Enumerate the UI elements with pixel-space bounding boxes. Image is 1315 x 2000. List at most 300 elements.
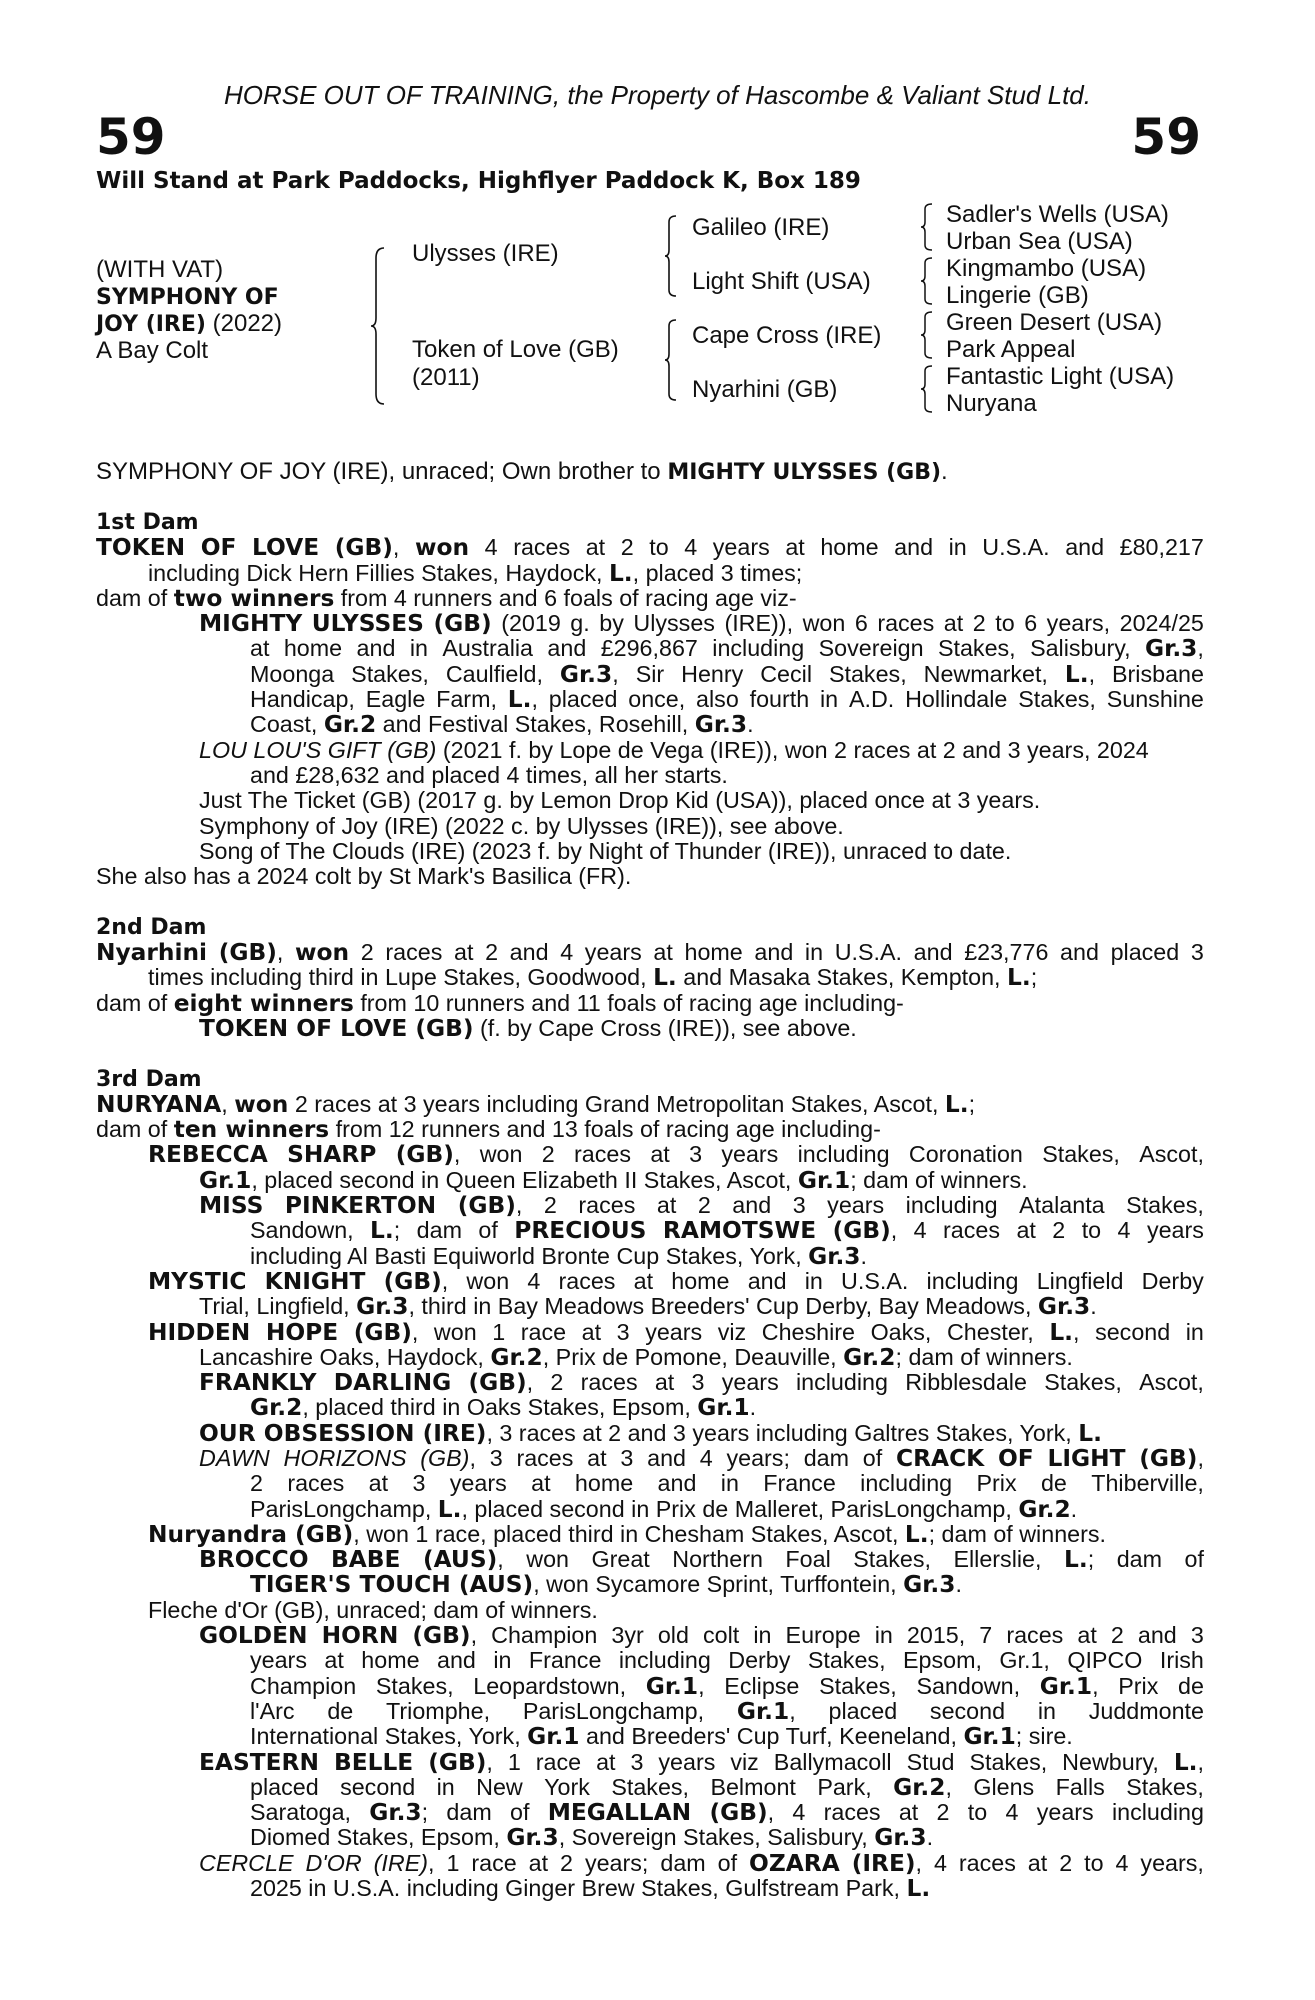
- horse-name-line2-wrap: [96, 310, 282, 339]
- word: 4: [1117, 1217, 1131, 1244]
- word: Ballymacoll: [773, 1748, 892, 1775]
- word: L.,: [1173, 1748, 1204, 1776]
- word: won: [479, 1141, 523, 1168]
- word: Ulysses: [633, 610, 715, 637]
- d3-line-24: [96, 1674, 1204, 1699]
- word: dam: [1116, 1546, 1163, 1573]
- pedigree-brace-main: [370, 246, 384, 406]
- word: races: [558, 1267, 616, 1294]
- word: Caulfield,: [445, 660, 543, 687]
- word: (GB),: [832, 1217, 898, 1245]
- word: 4: [560, 939, 574, 966]
- d1-line-1: [96, 535, 1204, 560]
- word: Derby: [1141, 1267, 1204, 1294]
- word: years: [1036, 1799, 1094, 1826]
- word: Foal: [785, 1546, 831, 1573]
- d3-line-8: [96, 1269, 1204, 1294]
- word: won: [414, 534, 470, 562]
- word: 2: [543, 1192, 557, 1219]
- word: Gr.2,: [893, 1773, 952, 1801]
- word: Stakes,: [1126, 1773, 1204, 1800]
- word: Leopardstown,: [473, 1672, 627, 1699]
- first-dam-heading: 1st Dam: [96, 510, 199, 535]
- third-dam-heading: 3rd Dam: [96, 1066, 202, 1092]
- word: Stakes,: [375, 1672, 454, 1699]
- word: 2: [560, 1849, 573, 1876]
- word: in: [409, 635, 428, 662]
- word: 4: [484, 534, 498, 561]
- word: York: [544, 1773, 590, 1800]
- pedigree-sire-dam: Light Shift (USA): [692, 268, 871, 295]
- pedigree-g3-5: Green Desert (USA): [946, 309, 1163, 336]
- word: including: [797, 1141, 890, 1168]
- word: Stakes,: [351, 660, 429, 687]
- word: BROCCO: [199, 1546, 309, 1574]
- word: and: [913, 939, 953, 966]
- d1-line-7: [96, 687, 1204, 712]
- word: placed: [250, 1773, 319, 1800]
- word: in: [493, 1647, 512, 1674]
- word: won: [295, 939, 350, 967]
- d3-line-27: [96, 1750, 1204, 1775]
- word: MYSTIC: [148, 1267, 247, 1295]
- word: in: [720, 1470, 739, 1497]
- word: races: [516, 1444, 574, 1471]
- word: home: [684, 939, 743, 966]
- d3-line-11: Lancashire Oaks, Haydock, Gr.2, Prix de Pomone, Deauville, Gr.2; dam of winners.: [199, 1343, 1073, 1371]
- word: including: [712, 635, 805, 662]
- word: L.,: [1049, 1318, 1080, 1346]
- word: and: [1060, 939, 1099, 966]
- word: to: [967, 1799, 988, 1826]
- pedigree-brace-sire: [664, 214, 678, 298]
- word: g.: [570, 610, 590, 637]
- summary-own-brother: MIGHTY ULYSSES (GB): [667, 460, 942, 485]
- word: (GB),: [383, 1267, 449, 1295]
- pedigree-g3-3: Kingmambo (USA): [946, 255, 1147, 282]
- word: Stakes,: [1126, 1192, 1204, 1219]
- word: HIDDEN: [148, 1318, 251, 1346]
- word: 4: [1115, 1849, 1129, 1876]
- word: Australia: [442, 635, 533, 662]
- word: and: [1137, 1622, 1177, 1649]
- word: Chester,: [946, 1318, 1034, 1345]
- word: races: [1006, 1622, 1064, 1649]
- word: including: [905, 1192, 998, 1219]
- word: years;: [584, 1849, 649, 1876]
- word: £296,867: [600, 635, 698, 662]
- d3-line-6: [96, 1218, 1204, 1243]
- d3-line-22: [96, 1623, 1204, 1648]
- d3-line-19: [96, 1547, 1204, 1572]
- word: Atalanta: [1019, 1192, 1105, 1219]
- d1-line-12: Symphony of Joy (IRE) (2022 c. by Ulysses (IRE)), see above.: [199, 812, 844, 839]
- word: colt: [703, 1622, 740, 1649]
- word: in: [874, 1622, 893, 1649]
- word: Glens: [973, 1773, 1035, 1800]
- word: Thiberville,: [1091, 1470, 1204, 1497]
- word: 6: [1024, 610, 1038, 637]
- d3-line-4: Gr.1, placed second in Queen Elizabeth II Stakes, Ascot, Gr.1; dam of winners.: [199, 1166, 1028, 1194]
- word: 2: [620, 534, 634, 561]
- word: at: [368, 1470, 389, 1497]
- word: to: [1084, 1849, 1104, 1876]
- horse-year: (2022): [212, 310, 283, 337]
- word: races: [574, 1141, 631, 1168]
- word: TOKEN: [96, 534, 186, 562]
- d2-line-3: dam of eight winners from 10 runners and 11 foals of racing age including-: [96, 989, 904, 1017]
- second-dam-heading: 2nd Dam: [96, 914, 207, 940]
- word: in: [1037, 1697, 1056, 1724]
- word: to: [649, 534, 669, 561]
- word: HORN: [321, 1622, 399, 1650]
- word: (GB),: [218, 939, 284, 967]
- word: L.,: [507, 686, 538, 714]
- word: Northern: [672, 1546, 763, 1573]
- word: at: [596, 1748, 616, 1775]
- word: Nyarhini: [96, 939, 208, 967]
- word: Salisbury,: [1030, 635, 1131, 662]
- word: 2: [1052, 1217, 1066, 1244]
- summary-end: .: [941, 458, 948, 485]
- d2-line-4: TOKEN OF LOVE (GB) (f. by Cape Cross (IRE)), see above.: [199, 1014, 857, 1042]
- d3-line-5: [96, 1193, 1204, 1218]
- d3-line-14: OUR OBSESSION (IRE), 3 races at 2 and 3 years including Galtres Stakes, York, L.: [199, 1419, 1102, 1447]
- d3-line-15: [96, 1446, 1204, 1471]
- horse-description: A Bay Colt: [96, 337, 209, 364]
- spacer: [96, 889, 1204, 914]
- word: Coronation: [908, 1141, 1023, 1168]
- word: 3: [792, 1192, 806, 1219]
- lot-number-left: 59: [96, 108, 166, 166]
- word: Gr.3;: [369, 1799, 429, 1827]
- word: Park,: [817, 1773, 872, 1800]
- word: (GB): [433, 610, 492, 638]
- word: home: [574, 1470, 634, 1497]
- word: 3: [1190, 939, 1204, 966]
- d1-line-14: She also has a 2024 colt by St Mark's Basilica (FR).: [96, 863, 632, 890]
- word: Gr.1,: [1039, 1672, 1099, 1700]
- word: 2: [541, 1141, 555, 1168]
- word: 1: [446, 1849, 460, 1876]
- d3-line-17: ParisLongchamp, L., placed second in Prix de Malleret, ParisLongchamp, Gr.2.: [250, 1495, 1078, 1523]
- word: in: [1185, 1318, 1204, 1345]
- lot-number-right: 59: [1131, 108, 1201, 166]
- d3-line-29: [96, 1800, 1204, 1825]
- word: 3: [689, 1141, 703, 1168]
- page-header-title: HORSE OUT OF TRAINING, the Property of Hascombe & Valiant Stud Ltd.: [224, 80, 1091, 110]
- word: PINKERTON: [284, 1192, 437, 1220]
- word: MEGALLAN: [547, 1799, 692, 1827]
- word: HORIZONS: [283, 1444, 407, 1471]
- word: (2019: [501, 610, 561, 637]
- d3-line-10: [96, 1320, 1204, 1345]
- word: Cecil: [760, 660, 813, 687]
- catalogue-body: [96, 510, 1204, 1901]
- d3-line-16: [96, 1471, 1204, 1496]
- word: Sovereign: [818, 635, 924, 662]
- word: Saratoga,: [250, 1799, 352, 1826]
- pedigree-brace-g3-4: [920, 364, 934, 414]
- word: years,: [1140, 1849, 1204, 1876]
- word: 4: [527, 1267, 541, 1294]
- word: years: [584, 939, 642, 966]
- word: in: [436, 1773, 455, 1800]
- word: 3: [1190, 1622, 1204, 1649]
- word: 3: [412, 1470, 426, 1497]
- word: Europe: [785, 1622, 861, 1649]
- word: at: [1027, 1849, 1048, 1876]
- word: races: [958, 1849, 1016, 1876]
- word: viz: [730, 1748, 759, 1775]
- word: at: [653, 939, 673, 966]
- word: races: [385, 939, 443, 966]
- word: Irish: [1159, 1647, 1204, 1674]
- word: Sandown,: [250, 1217, 354, 1244]
- word: races: [287, 1470, 345, 1497]
- word: Juddmonte: [1088, 1697, 1204, 1724]
- d1-line-9: LOU LOU'S GIFT (GB) (2021 f. by Lope de Vega (IRE)), won 2 races at 2 and 3 years, 2024: [199, 736, 1149, 763]
- word: 2: [250, 1470, 263, 1497]
- word: Brisbane: [1112, 660, 1204, 687]
- word: home: [283, 635, 343, 662]
- word: 4: [699, 1444, 713, 1471]
- word: including: [795, 1369, 888, 1396]
- word: at: [785, 534, 805, 561]
- word: HOPE: [265, 1318, 339, 1346]
- word: races: [877, 610, 935, 637]
- word: dam: [446, 1799, 492, 1826]
- word: viz: [717, 1318, 747, 1345]
- word: (GB),: [1139, 1444, 1204, 1472]
- d3-line-28: [96, 1775, 1204, 1800]
- word: CRACK: [896, 1444, 985, 1472]
- word: at: [587, 1444, 607, 1471]
- d1-line-11: Just The Ticket (GB) (2017 g. by Lemon Drop Kid (USA)), placed once at 3 years.: [199, 787, 1041, 814]
- word: MIGHTY: [199, 610, 303, 638]
- d3-line-9: Trial, Lingfield, Gr.3, third in Bay Meadows Breeders' Cup Derby, Bay Meadows, Gr.3.: [199, 1293, 1097, 1321]
- pedigree-dam-sire: Cape Cross (IRE): [692, 322, 882, 349]
- word: REBECCA: [148, 1141, 268, 1169]
- word: 3: [630, 1748, 644, 1775]
- word: 2: [360, 939, 374, 966]
- word: L.;: [370, 1217, 401, 1245]
- d3-line-3: [96, 1142, 1204, 1167]
- word: (GB),: [353, 1318, 419, 1346]
- word: race: [535, 1748, 582, 1775]
- word: Stakes,: [611, 1773, 690, 1800]
- pedigree-g3-2: Urban Sea (USA): [946, 228, 1133, 255]
- word: including: [1111, 1799, 1204, 1826]
- d1-line-5: [96, 636, 1204, 661]
- word: at: [1016, 1217, 1036, 1244]
- d3-line-31: [96, 1851, 1204, 1876]
- d3-line-13: Gr.2, placed third in Oaks Stakes, Epsom, Gr.1.: [250, 1394, 757, 1422]
- d3-line-32: 2025 in U.S.A. including Ginger Brew Stakes, Gulfstream Park, L.: [250, 1875, 931, 1903]
- word: U.S.A.: [841, 1267, 909, 1294]
- word: Sir: [635, 660, 665, 687]
- word: years: [721, 1141, 779, 1168]
- word: 2: [485, 939, 499, 966]
- word: L.;: [1064, 1546, 1095, 1574]
- word: 2: [1110, 1622, 1124, 1649]
- word: Farm,: [436, 686, 497, 713]
- word: (IRE),: [851, 1849, 922, 1877]
- word: years,: [1046, 610, 1111, 637]
- word: 2: [936, 1799, 950, 1826]
- word: Eagle: [365, 686, 426, 713]
- word: QIPCO: [1067, 1647, 1143, 1674]
- d3-line-26: International Stakes, York, Gr.1 and Breeders' Cup Turf, Keeneland, Gr.1; sire.: [250, 1723, 1073, 1751]
- word: home: [820, 534, 879, 561]
- word: in: [804, 1267, 823, 1294]
- word: New: [476, 1773, 523, 1800]
- pedigree-dam-dam: Nyarhini (GB): [692, 376, 838, 403]
- word: Ascot,: [1139, 1141, 1204, 1168]
- word: and: [356, 635, 396, 662]
- word: (IRE)),: [724, 610, 794, 637]
- d1-line-13: Song of The Clouds (IRE) (2023 f. by Night of Thunder (IRE)), unraced to date.: [199, 837, 1012, 864]
- word: Newmarket,: [923, 660, 1048, 687]
- horse-name-line1: SYMPHONY OF: [96, 285, 279, 310]
- word: and: [647, 1444, 686, 1471]
- word: 7: [979, 1622, 993, 1649]
- word: to: [1081, 1217, 1102, 1244]
- d3-line-1: NURYANA, won 2 races at 3 years including Grand Metropolitan Stakes, Ascot, L.;: [96, 1090, 976, 1118]
- word: including: [618, 1647, 711, 1674]
- d3-line-2: dam of ten winners from 12 runners and 13 foals of racing age including-: [96, 1116, 881, 1144]
- word: years: [658, 1748, 716, 1775]
- d3-line-18: Nuryandra (GB), won 1 race, placed third in Chesham Stakes, Ascot, L.; dam of winners.: [148, 1520, 1106, 1548]
- word: won: [802, 610, 846, 637]
- pedigree-g3-8: Nuryana: [946, 390, 1037, 417]
- word: second: [1095, 1318, 1171, 1345]
- word: Prix: [976, 1470, 1017, 1497]
- word: Prix: [1118, 1672, 1159, 1699]
- d3-line-23: [96, 1648, 1204, 1673]
- word: U.S.A.: [982, 534, 1050, 561]
- word: and: [1065, 534, 1105, 561]
- word: OF: [200, 534, 237, 562]
- word: Hollindale: [905, 686, 1008, 713]
- word: 4: [1005, 1799, 1019, 1826]
- word: Moonga: [250, 660, 335, 687]
- word: Champion: [250, 1672, 357, 1699]
- word: Stakes,: [853, 1546, 931, 1573]
- word: by: [599, 610, 624, 637]
- d3-line-21: Fleche d'Or (GB), unraced; dam of winners.: [148, 1596, 598, 1623]
- pedigree-dam: Token of Love (GB): [412, 336, 619, 363]
- word: and: [894, 534, 934, 561]
- word: LIGHT: [1047, 1444, 1126, 1472]
- word: Stakes,: [819, 1672, 897, 1699]
- word: Gr.1,: [645, 1672, 705, 1700]
- word: of: [862, 1444, 883, 1471]
- word: of: [717, 1849, 738, 1876]
- d1-line-4: [96, 611, 1204, 636]
- word: RAMOTSWE: [662, 1217, 817, 1245]
- word: (GB),: [412, 1622, 478, 1650]
- d2-line-2: times including third in Lupe Stakes, Goodwood, L. and Masaka Stakes, Kempton, L.;: [148, 964, 1038, 992]
- pedigree-sire-sire: Galileo (IRE): [692, 214, 830, 241]
- pedigree-g3-7: Fantastic Light (USA): [946, 363, 1175, 390]
- pedigree-brace-dam: [664, 318, 678, 402]
- word: Ribblesdale: [905, 1369, 1027, 1396]
- word: 4: [913, 1217, 927, 1244]
- word: Gr.1,: [736, 1697, 796, 1725]
- word: OF: [997, 1444, 1034, 1472]
- word: Cheshire: [761, 1318, 855, 1345]
- word: years: [712, 534, 770, 561]
- word: Derby: [728, 1647, 791, 1674]
- word: LOVE: [252, 534, 320, 562]
- word: OZARA: [749, 1849, 840, 1877]
- word: 2: [972, 610, 986, 637]
- word: (GB),: [428, 1748, 493, 1776]
- word: and: [747, 1267, 787, 1294]
- word: (GB),: [395, 1141, 461, 1169]
- word: at: [585, 534, 606, 561]
- word: CERCLE: [199, 1849, 294, 1876]
- word: FRANKLY: [199, 1369, 317, 1397]
- word: and: [437, 1647, 476, 1674]
- word: A.D.: [848, 686, 895, 713]
- word: fourth: [749, 686, 810, 713]
- word: U.S.A.: [834, 939, 903, 966]
- word: at: [633, 1267, 654, 1294]
- word: at: [650, 1141, 670, 1168]
- word: D'OR: [305, 1849, 362, 1876]
- d2-line-1: [96, 940, 1204, 965]
- d3-line-20: TIGER'S TOUCH (AUS), won Sycamore Sprint, Turffontein, Gr.3.: [250, 1571, 962, 1599]
- spacer: [96, 1041, 1204, 1066]
- word: years;: [726, 1444, 790, 1471]
- word: in: [820, 686, 839, 713]
- d3-line-12: [96, 1370, 1204, 1395]
- word: Triomphe,: [386, 1697, 491, 1724]
- pedigree-sire: Ulysses (IRE): [412, 240, 559, 267]
- word: 3: [691, 1369, 705, 1396]
- word: race: [471, 1849, 517, 1876]
- word: race: [520, 1318, 567, 1345]
- word: (GB),: [468, 1369, 534, 1397]
- d1-line-3: dam of two winners from 4 runners and 6 foals of racing age viz-: [96, 584, 797, 612]
- word: Gr.1,: [999, 1647, 1050, 1674]
- word: races: [580, 1369, 638, 1396]
- word: races: [943, 1217, 1001, 1244]
- word: years: [645, 1318, 703, 1345]
- d1-line-2: including Dick Hern Fillies Stakes, Haydock, L., placed 3 times;: [148, 559, 803, 587]
- word: of: [510, 1799, 530, 1826]
- word: races: [823, 1799, 881, 1826]
- word: (AUS),: [422, 1546, 504, 1574]
- word: 2: [550, 1369, 564, 1396]
- summary-text: SYMPHONY OF JOY (IRE), unraced; Own brother to: [96, 458, 668, 485]
- word: years: [1146, 1217, 1204, 1244]
- word: at: [654, 1369, 675, 1396]
- horse-name-line2: JOY (IRE): [96, 312, 206, 337]
- word: PRECIOUS: [514, 1217, 647, 1245]
- word: in: [804, 939, 824, 966]
- word: (GB),: [334, 534, 400, 562]
- pedigree-brace-g3-2: [920, 256, 934, 306]
- word: Belmont: [710, 1773, 796, 1800]
- word: Stakes,: [1018, 686, 1096, 713]
- word: dam: [660, 1849, 706, 1876]
- d1-line-10: and £28,632 and placed 4 times, all her starts.: [250, 761, 728, 788]
- d1-line-6: [96, 662, 1204, 687]
- word: Newbury,: [1062, 1748, 1159, 1775]
